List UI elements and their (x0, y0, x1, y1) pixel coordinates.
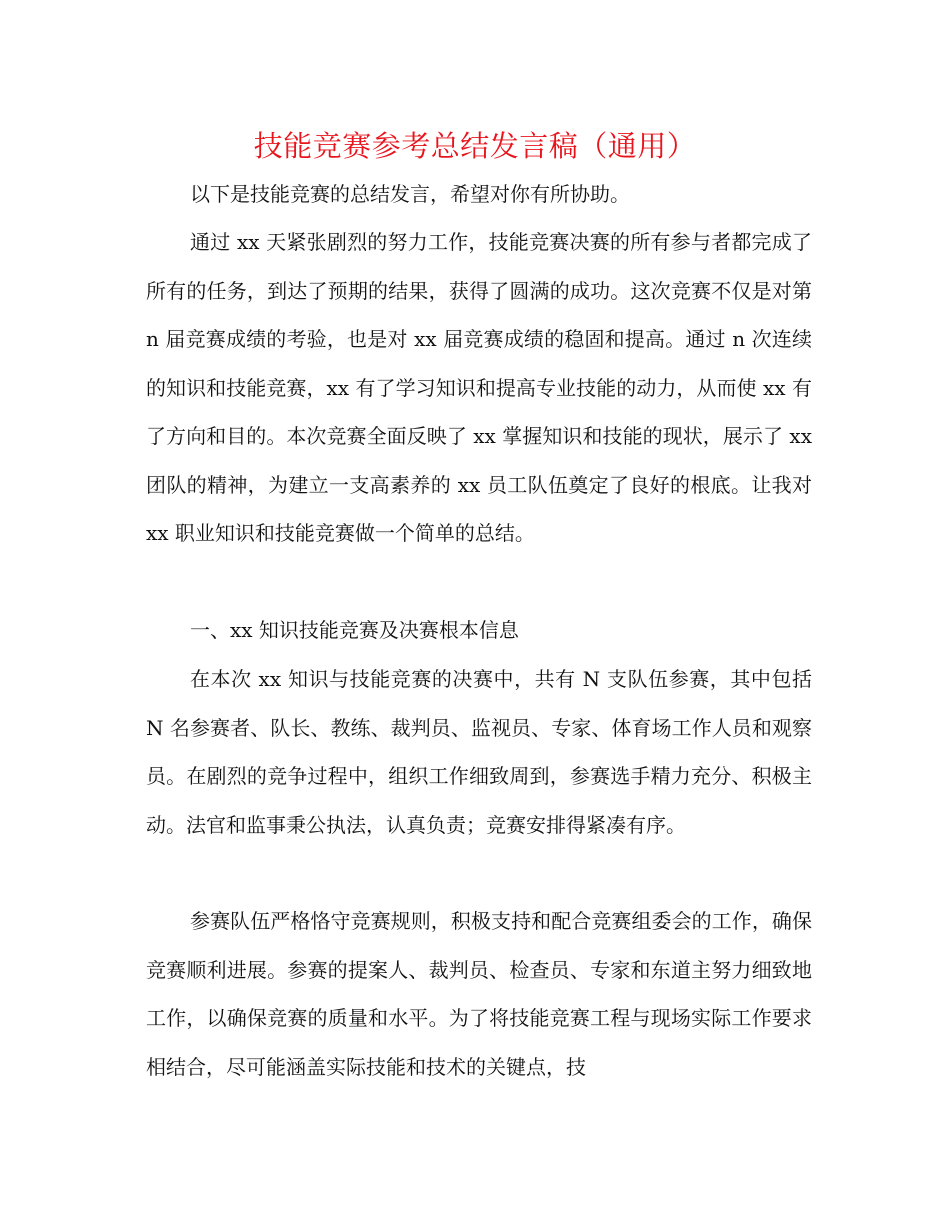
document-title: 技能竞赛参考总结发言稿（通用） (253, 129, 697, 163)
intro-paragraph: 以下是技能竞赛的总结发言，希望对你有所协助。 (190, 182, 630, 206)
section-heading-1: 一、xx 知识技能竞赛及决赛根本信息 (190, 618, 519, 642)
body-paragraph-1: 通过 xx 天紧张剧烈的努力工作，技能竞赛决赛的所有参与者都完成了所有的任务，到达了预期的结果，获得了圆满的成功。这次竞赛不仅是对第 n 届竞赛成绩的考验，也是对 xx 届竞赛成绩的稳固和提高。通过 n 次连续的知识和技能竞赛，xx 有了学习知识和提高专业技能的动力，从而使 xx 有了方向和目的。本次竞赛全面反映了 xx 掌握知识和技能的现状，展示了 xx 团队的精神，为建立一支高素养的 xx 员工队伍奠定了良好的根底。让我对 xx 职业知识和技能竞赛做一个简单的总结。 (146, 230, 812, 545)
body-paragraph-3: 参赛队伍严格恪守竞赛规则，积极支持和配合竞赛组委会的工作，确保竞赛顺利进展。参赛的提案人、裁判员、检查员、专家和东道主努力细致地工作，以确保竞赛的质量和水平。为了将技能竞赛工程与现场实际工作要求相结合，尽可能涵盖实际技能和技术的关键点，技 (146, 909, 812, 1079)
body-paragraph-2: 在本次 xx 知识与技能竞赛的决赛中，共有 N 支队伍参赛，其中包括 N 名参赛者、队长、教练、裁判员、监视员、专家、体育场工作人员和观察员。在剧烈的竞争过程中，组织工作细致周到，参赛选手精力充分、积极主动。法官和监事秉公执法，认真负责；竞赛安排得紧凑有序。 (146, 667, 812, 837)
